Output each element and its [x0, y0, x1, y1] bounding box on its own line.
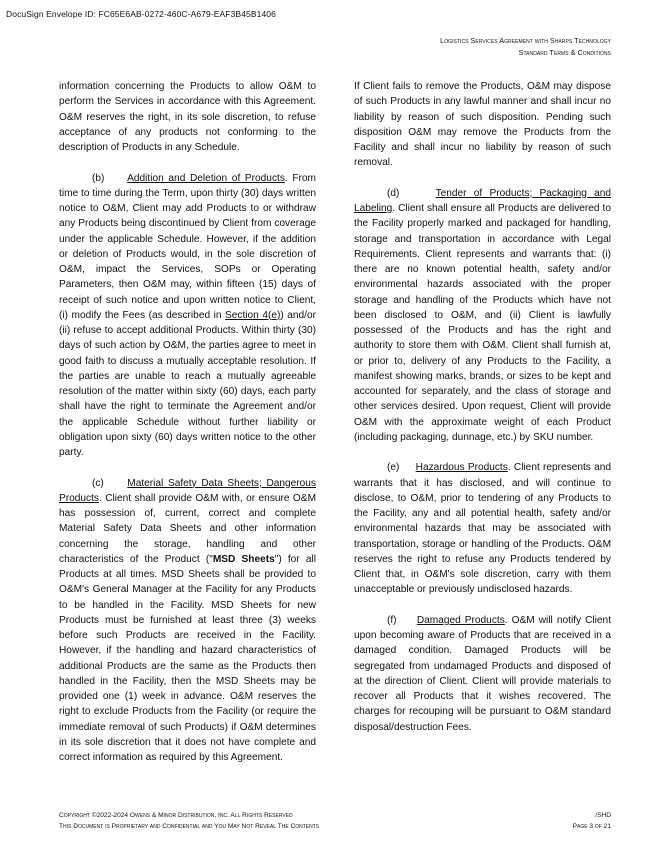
- section-d-tender: [354, 186, 611, 445]
- left-column: [59, 79, 316, 781]
- docusign-envelope-id: DocuSign Envelope ID: FC65E6AB-0272-460C-A679-EAF3B45B1406: [6, 9, 276, 19]
- section-c-title: Material Safety Data Sheets; Dangerous Products: [59, 477, 316, 504]
- footer-confidential: This Document is Proprietary and Confidential and You May Not Reveal The Contents: [59, 823, 320, 830]
- section-d-title: Tender of Products; Packaging and Labeling: [354, 187, 611, 214]
- section-e-label: (e): [387, 462, 400, 474]
- section-c-text-1: . Client shall provide O&M with, or ensure O&M has possession of, current, correct and complete Material Safety Data Sheets and other information concerning the storage, handling and other characteristics of the Product (": [59, 492, 316, 565]
- section-d-label: (d): [387, 187, 400, 199]
- section-c-label: (c): [92, 477, 104, 489]
- page-number: Page 3 of 21: [572, 823, 611, 830]
- section-b-text-1: . From time to time during the Term, upon thirty (30) days written notice to O&M, Client may add Products to or withdraw any Products being discontinued by Client from coverage under the applicable Schedule. However, if the addition or deletion of Products would, in the sole discretion of O&M, impact the Services, SOPs or Operating Parameters, then O&M may, within fifteen (15) days of receipt of such notice and upon written notice to Client, (i) modify the Fees (as described in: [59, 172, 316, 321]
- section-4e-reference: Section 4(e): [225, 309, 281, 321]
- paragraph-removal: If Client fails to remove the Products, O&M may dispose of such Products in any lawful manner and shall incur no liability by reason of such disposition. Pending such disposition O&M may remove the Products from the Facility and shall incur no liability by reason of such removal.: [354, 81, 611, 169]
- footer-initials: /SHD: [595, 812, 611, 819]
- section-e-title: Hazardous Products: [415, 462, 508, 474]
- header-title: Logistics Services Agreement with Sharps Technology: [440, 36, 611, 45]
- section-b-title: Addition and Deletion of Products: [127, 172, 285, 184]
- document-footer: [59, 810, 611, 832]
- msd-sheets-term: MSD Sheets: [212, 553, 275, 565]
- section-f-text: . O&M will notify Client upon becoming aware of Products that are received in a damaged condition. Damaged Products will be segregated from undamaged Products and disposed of at the direction of Client. Client will provide materials to recover all Products that it wishes recovered. The charges for recouping will be pursuant to O&M standard disposal/destruction Fees.: [354, 614, 612, 733]
- section-c-text-2: ") for all Products at all times. MSD Sheets shall be provided to O&M's General Manager at the Facility for any Products to be handled in the Facility. MSD Sheets for new Products must be furnished at least three (3) weeks before such Products are received in the Facility. However, if the handling and hazard characteristics of additional Products are the same as the Products then handled in the Facility, then the MSD Sheets may be provided one (1) week in advance. O&M reserves the right to exclude Products from the Facility (or require the immediate removal of such Products) if O&M determines in its sole discretion that it does not have complete and correct information as required by this Agreement.: [59, 553, 316, 763]
- section-e-hazardous: [354, 460, 611, 597]
- header-subtitle: Standard Terms & Conditions: [518, 48, 611, 57]
- section-f-label: (f): [387, 614, 397, 626]
- section-f-damaged: [354, 613, 611, 735]
- right-column: [354, 79, 611, 750]
- document-header: [440, 35, 611, 59]
- footer-copyright: Copyright ©2022-2024 Owens & Minor Distribution, Inc. All Rights Reserved: [59, 812, 293, 819]
- section-b-addition-deletion: [59, 171, 316, 461]
- section-d-text: . Client shall ensure all Products are delivered to the Facility properly marked and packaged for handling, storage and transportation in accordance with Legal Requirements. Client represents and warrants that: (i) there are no known potential health, safety and/or environmental hazards associated with the proper storage and handling of the Products which have not been disclosed to O&M, and (ii) Client is lawfully possessed of the Products and has the right and authority to store them with O&M. Client shall furnish at, or prior to, delivery of any Products to the Facility, a manifest showing marks, brands, or sizes to be kept and accounted for separately, and the class of storage and other services desired. Upon request, Client will provide O&M with the approximate weight of each Product (including packaging, dunnage, etc.) by SKU number.: [354, 203, 611, 443]
- section-b-text-2: ) and/or (ii) refuse to accept additional Products. Within thirty (30) days of such action by O&M, the parties agree to meet in good faith to discuss a mutually acceptable resolution. If the parties are unable to reach a mutually agreeable resolution of the matter within sixty (60) days, each party shall have the right to terminate the Agreement and/or the applicable Schedule without further liability or obligation upon sixty (60) days written notice to the other party.: [59, 309, 316, 458]
- section-b-label: (b): [92, 172, 105, 184]
- section-c-msds: [59, 476, 316, 766]
- section-f-title: Damaged Products: [416, 614, 505, 626]
- paragraph-continuation: information concerning the Products to allow O&M to perform the Services in accordance with this Agreement. O&M reserves the right, in its sole discretion, to refuse acceptance of any products not conforming to the description of Products in any Schedule.: [59, 81, 316, 153]
- section-e-text: . Client represents and warrants that it has disclosed, and will continue to disclose, to O&M, prior to tendering of any Products to the Facility, any and all potential health, safety and/or environmental hazards that may be associated with transportation, storage or handling of the Products. O&M reserves the right to refuse any Products tendered by Client that, in O&M's sole discretion, carry with them unacceptable or previously undisclosed hazards.: [354, 462, 611, 596]
